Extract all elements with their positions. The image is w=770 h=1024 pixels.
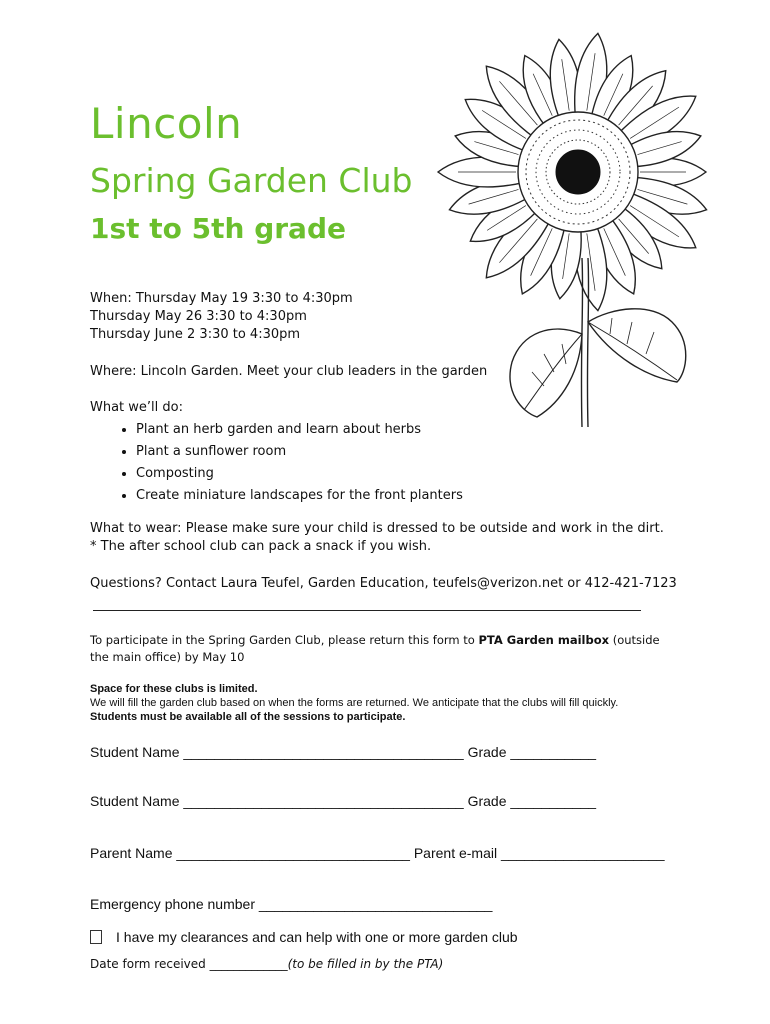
emergency-phone-field[interactable]: Emergency phone number ______________________________ (90, 896, 493, 912)
divider (93, 610, 641, 611)
when-line-2: Thursday May 26 3:30 to 4:30pm (90, 309, 307, 324)
title-grades: 1st to 5th grade (90, 212, 346, 245)
todo-heading: What we’ll do: (90, 400, 183, 415)
date-received-field[interactable]: Date form received _____________ (90, 957, 288, 971)
limited-notice (90, 682, 730, 724)
clearances-option (90, 928, 518, 946)
participate-before: To participate in the Spring Garden Club, please return this form to (90, 633, 479, 647)
date-received (90, 956, 443, 973)
when-section (90, 290, 353, 344)
participate-text (90, 632, 680, 666)
todo-section (90, 399, 463, 507)
list-item: • Composting (136, 463, 463, 485)
title-school: Lincoln (90, 99, 243, 148)
list-item: • Create miniature landscapes for the front planters (136, 485, 463, 507)
wear-section (90, 520, 710, 556)
clearances-label: I have my clearances and can help with one or more garden club (116, 929, 518, 945)
contact-text: Questions? Contact Laura Teufel, Garden Education, teufels@verizon.net or 412-421-7123 (90, 576, 677, 591)
todo-list (90, 419, 463, 507)
student-name-field-1[interactable]: Student Name ____________________________________ Grade ___________ (90, 744, 597, 760)
participate-after: (outside the main office) by May 10 (90, 633, 660, 664)
title-club: Spring Garden Club (90, 161, 413, 200)
student-name-field-2[interactable]: Student Name ____________________________________ Grade ___________ (90, 793, 597, 809)
title-block (90, 96, 413, 250)
mailbox-location: PTA Garden mailbox (478, 633, 610, 647)
limited-heading: Space for these clubs is limited. (90, 683, 258, 695)
when-line-3: Thursday June 2 3:30 to 4:30pm (90, 327, 301, 342)
when-line-1: When: Thursday May 19 3:30 to 4:30pm (90, 291, 353, 306)
wear-line-1: What to wear: Please make sure your child is dressed to be outside and work in the dirt. (90, 521, 664, 536)
list-item: • Plant a sunflower room (136, 441, 463, 463)
parent-name-email-field[interactable]: Parent Name ______________________________ Parent e-mail _____________________ (90, 845, 665, 861)
attendance-requirement: Students must be available all of the sessions to participate. (90, 711, 406, 723)
list-item: • Plant an herb garden and learn about herbs (136, 419, 463, 441)
snack-note: * The after school club can pack a snack if you wish. (90, 539, 432, 554)
limited-body: We will fill the garden club based on when the forms are returned. We anticipate that the clubs will fill quickly. (90, 697, 619, 709)
where-text: Where: Lincoln Garden. Meet your club leaders in the garden (90, 364, 488, 379)
pta-note: (to be filled in by the PTA) (287, 957, 444, 971)
clearances-checkbox[interactable] (90, 930, 102, 944)
